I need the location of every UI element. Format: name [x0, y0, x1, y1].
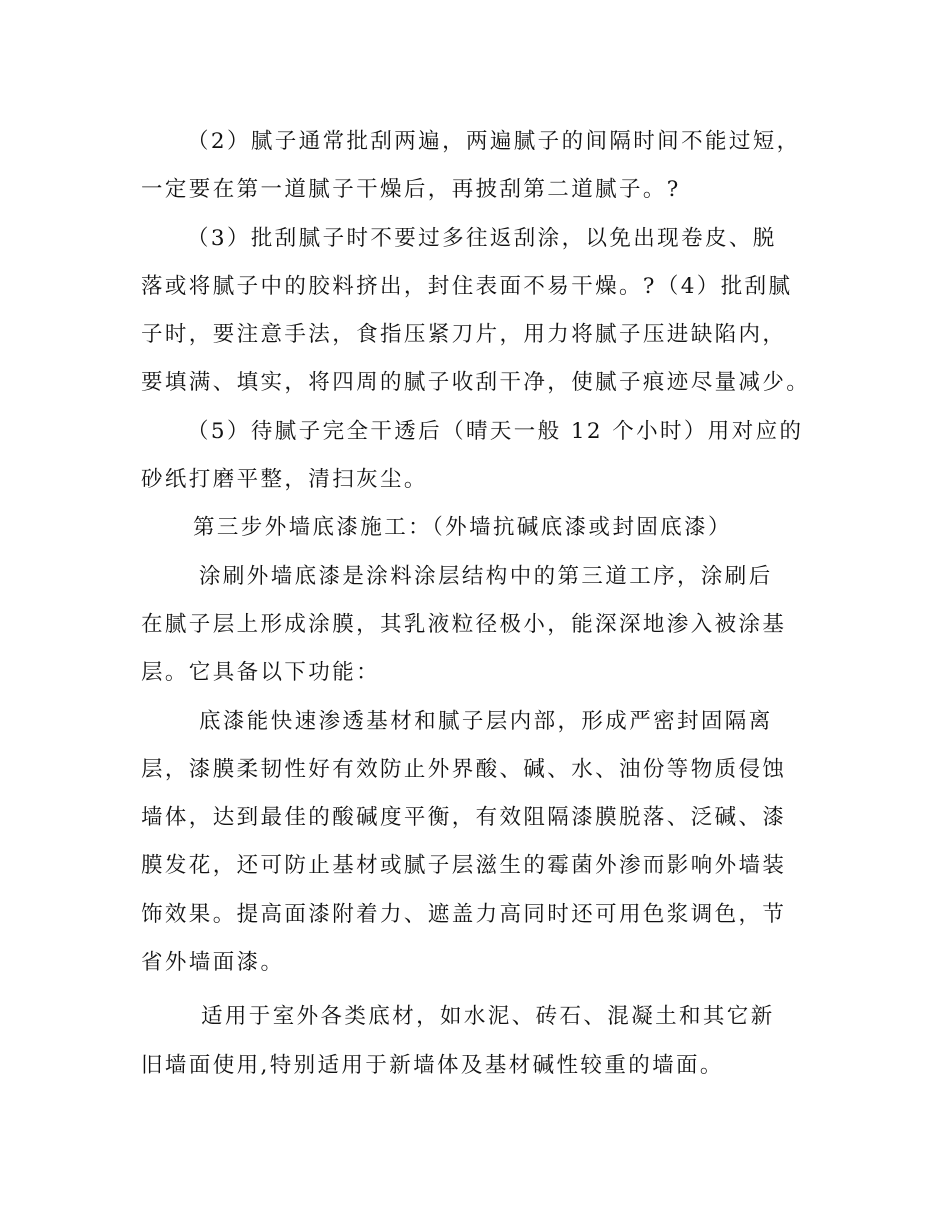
text-line: 一定要在第一道腻子干燥后，再披刮第二道腻子。?: [141, 177, 681, 203]
paragraph-primer-functions: [141, 698, 811, 988]
paragraph-putty-step-3-4: [141, 215, 811, 408]
text-line: 砂纸打磨平整，清扫灰尘。: [141, 467, 428, 493]
section-heading-step-3: [141, 504, 811, 552]
text-line: （3）批刮腻子时不要过多往返刮涂，以免出现卷皮、脱: [187, 225, 777, 251]
text-line: 层，漆膜柔韧性好有效防止外界酸、碱、水、油份等物质侵蚀: [141, 756, 787, 782]
text-line: 省外墙面漆。: [141, 950, 285, 976]
text-line: 膜发花，还可防止基材或腻子层滋生的霉菌外渗而影响外墙装: [141, 853, 787, 879]
paragraph-primer-intro: [141, 553, 811, 698]
text-line: 饰效果。提高面漆附着力、遮盖力高同时还可用色浆调色，节: [141, 901, 787, 927]
text-line: 子时，要注意手法，食指压紧刀片，用力将腻子压进缺陷内，: [141, 322, 787, 348]
text-line: 旧墙面使用,特别适用于新墙体及基材碱性较重的墙面。: [141, 1052, 724, 1078]
paragraph-primer-applicability: [141, 993, 811, 1090]
text-line: （5）待腻子完全干透后（晴天一般 12 个小时）用对应的: [187, 418, 804, 444]
text-line: 墙体，达到最佳的酸碱度平衡，有效阻隔漆膜脱落、泛碱、漆: [141, 805, 787, 831]
text-line: 层。它具备以下功能：: [141, 660, 381, 686]
text-line: （2）腻子通常批刮两遍，两遍腻子的间隔时间不能过短，: [187, 129, 801, 154]
text-line: 适用于室外各类底材，如水泥、砖石、混凝土和其它新: [201, 1004, 775, 1030]
text-line: 要填满、填实，将四周的腻子收刮干净，使腻子痕迹尽量减少。: [141, 370, 811, 396]
paragraph-putty-step-5: [141, 408, 811, 505]
text-line: 底漆能快速渗透基材和腻子层内部，形成严密封固隔离: [199, 708, 773, 734]
text-line: 落或将腻子中的胶料挤出，封住表面不易干燥。?（4）批刮腻: [141, 273, 793, 299]
paragraph-putty-step-2: [141, 118, 811, 215]
document-body: [141, 118, 811, 1090]
text-line: 涂刷外墙底漆是涂料涂层结构中的第三道工序，涂刷后: [199, 563, 773, 589]
section-heading: 第三步外墙底漆施工：（外墙抗碱底漆或封固底漆）: [193, 515, 732, 541]
text-line: 在腻子层上形成涂膜，其乳液粒径极小，能深深地渗入被涂基: [141, 611, 787, 637]
